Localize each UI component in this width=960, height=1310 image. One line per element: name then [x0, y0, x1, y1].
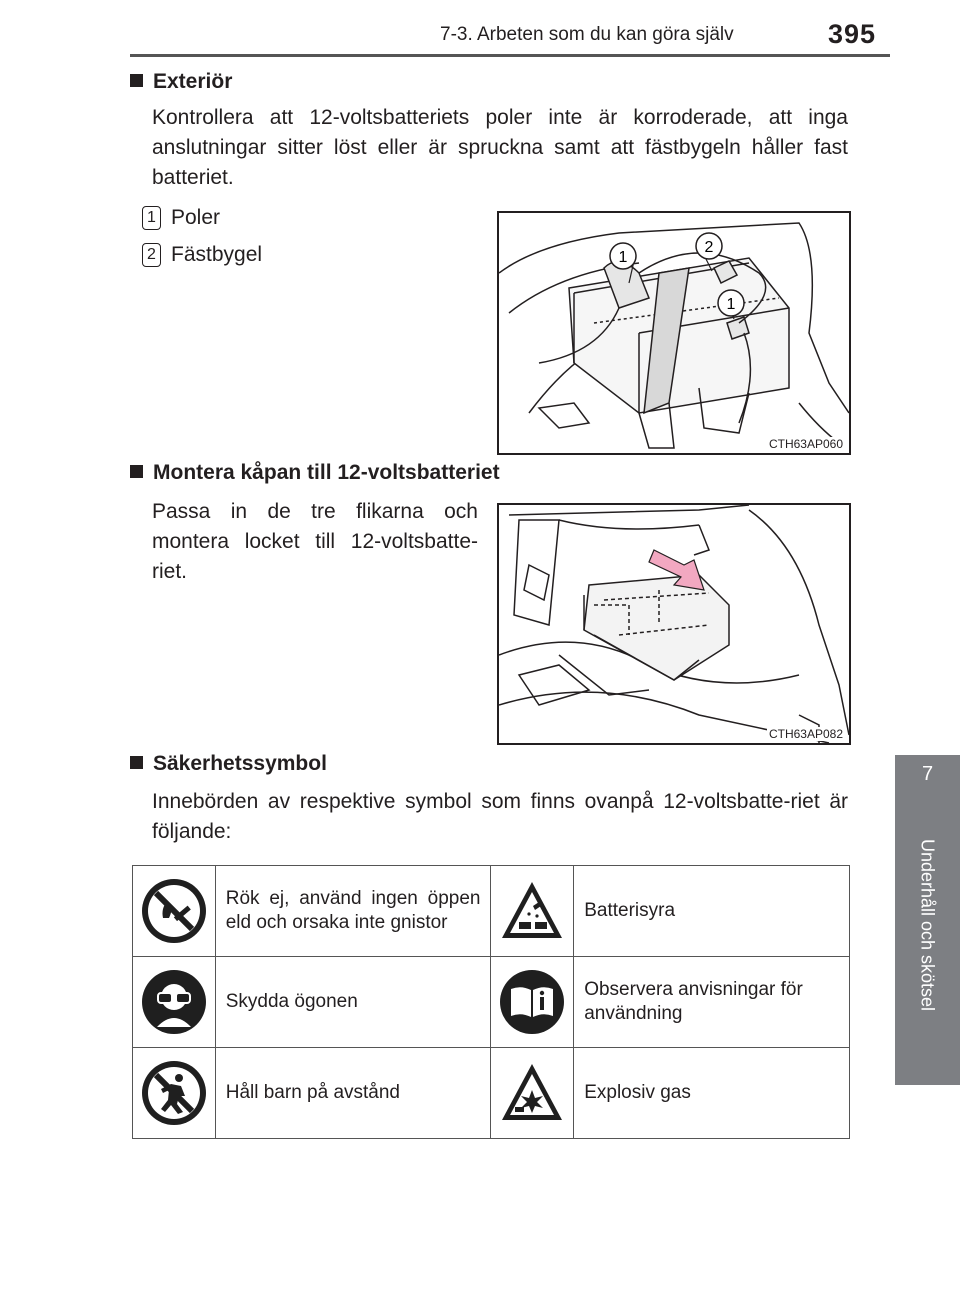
eye-protection-icon	[141, 969, 207, 1035]
square-bullet-icon	[130, 756, 143, 769]
cover-heading: Montera kåpan till 12-voltsbatteriet	[130, 461, 500, 485]
exterior-text: Kontrollera att 12-voltsbatteriets poler inte är korroderade, att inga anslutningar sitter löst eller är spruckna samt att fästbygeln håller fast batteriet.	[152, 106, 848, 189]
symbol-label: Rök ej, använd ingen öppen eld och orsaka inte gnistor	[215, 866, 491, 957]
square-bullet-icon	[130, 465, 143, 478]
cover-text: Passa in de tre flikarna och montera locket till 12-voltsbatte-riet.	[152, 500, 478, 583]
figure-code: CTH63AP082	[768, 727, 843, 741]
chapter-number: 7	[921, 763, 934, 785]
explosive-gas-warning-icon	[499, 1060, 565, 1126]
symbol-cell	[491, 866, 574, 957]
callout-2-bracket: 2	[704, 239, 714, 256]
table-row	[133, 866, 850, 957]
page-number: 395	[828, 19, 877, 49]
legend-item-poles: 1 Poler	[142, 206, 220, 230]
symbol-label: Batterisyra	[574, 866, 850, 957]
table-row	[133, 957, 850, 1048]
battery-acid-warning-icon	[499, 878, 565, 944]
cover-installation-illustration	[499, 505, 849, 743]
chapter-label: Underhåll och skötsel	[917, 838, 938, 1012]
symbol-cell	[491, 1048, 574, 1139]
safety-symbol-table	[132, 865, 850, 1139]
read-instructions-icon	[499, 969, 565, 1035]
symbol-label: Observera anvisningar för användning	[574, 957, 850, 1048]
callout-1-poles: 1	[618, 249, 628, 266]
battery-terminals-figure	[497, 211, 851, 455]
callout-1-poles-second: 1	[726, 296, 736, 313]
battery-illustration	[499, 213, 849, 453]
symbol-cell	[491, 957, 574, 1048]
safety-heading: Säkerhetssymbol	[130, 752, 327, 776]
chapter-tab	[895, 755, 960, 1085]
table-row	[133, 1048, 850, 1139]
symbol-cell	[133, 1048, 216, 1139]
safety-text: Innebörden av respektive symbol som finns ovanpå 12-voltsbatte-riet är följande:	[152, 790, 848, 843]
symbol-label: Håll barn på avstånd	[215, 1048, 491, 1139]
number-badge: 2	[142, 243, 161, 267]
running-header-section: 7-3. Arbeten som du kan göra själv	[440, 24, 734, 45]
keep-children-away-icon	[141, 1060, 207, 1126]
number-badge: 1	[142, 206, 161, 230]
no-smoking-no-flame-icon	[141, 878, 207, 944]
symbol-label: Skydda ögonen	[215, 957, 491, 1048]
exterior-heading: Exteriör	[130, 70, 232, 94]
symbol-cell	[133, 957, 216, 1048]
legend-item-bracket: 2 Fästbygel	[142, 243, 262, 267]
symbol-cell	[133, 866, 216, 957]
battery-cover-figure	[497, 503, 851, 745]
header-rule	[130, 54, 890, 57]
figure-code: CTH63AP060	[768, 437, 843, 451]
square-bullet-icon	[130, 74, 143, 87]
symbol-label: Explosiv gas	[574, 1048, 850, 1139]
